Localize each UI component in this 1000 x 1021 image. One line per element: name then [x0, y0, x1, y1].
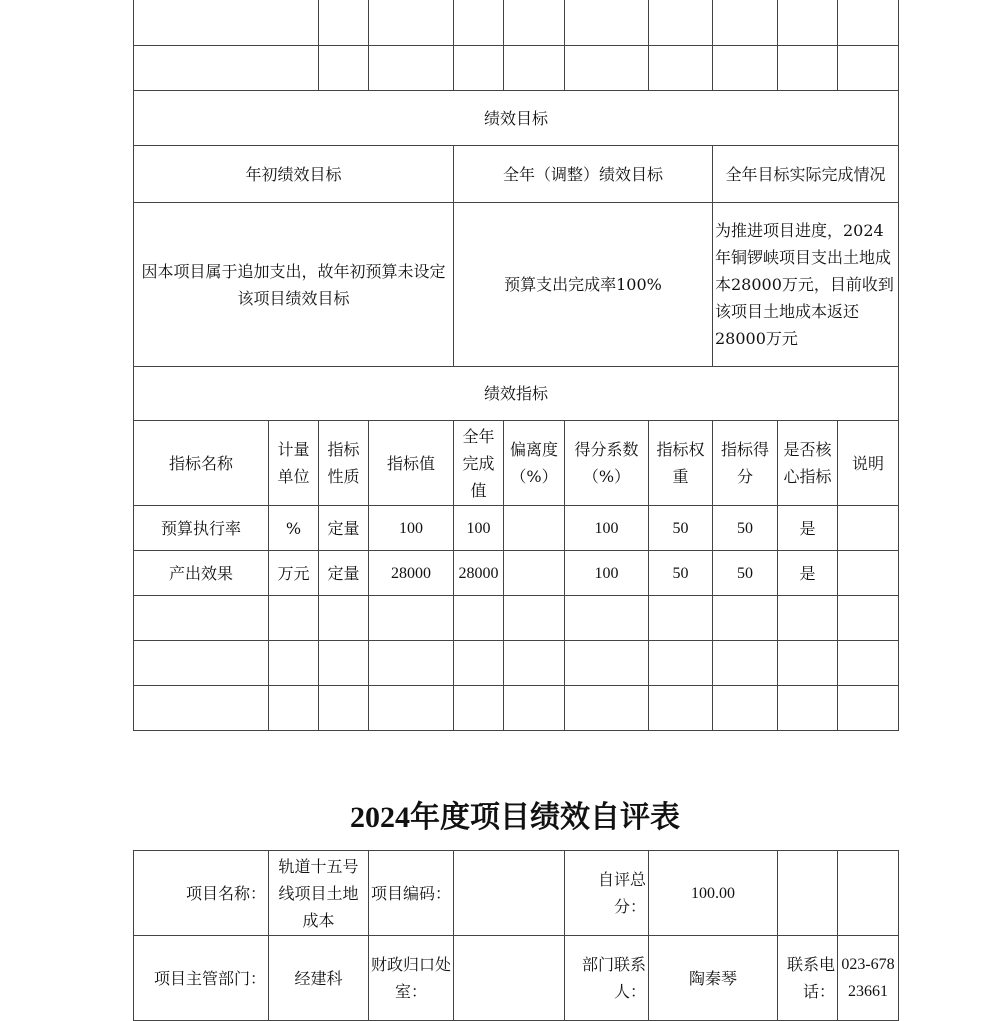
cell: %	[269, 506, 319, 551]
cell	[838, 551, 899, 596]
cell: 100	[565, 506, 649, 551]
col-header: 指标性质	[319, 421, 369, 506]
col-header: 计量单位	[269, 421, 319, 506]
page-title: 2024年度项目绩效自评表	[350, 801, 680, 834]
project-code	[454, 851, 565, 936]
project-code-label: 项目编码：	[369, 851, 454, 936]
cell: 50	[713, 506, 778, 551]
cell: 100	[369, 506, 454, 551]
cell	[504, 506, 565, 551]
empty-row	[134, 596, 899, 641]
header-actual-completion: 全年目标实际完成情况	[713, 146, 899, 203]
cell: 产出效果	[134, 551, 269, 596]
col-header: 指标权重	[649, 421, 713, 506]
cell: 定量	[319, 551, 369, 596]
header-adjusted-target: 全年（调整）绩效目标	[454, 146, 713, 203]
cell: 100	[454, 506, 504, 551]
col-header: 得分系数（%）	[565, 421, 649, 506]
contact: 陶秦琴	[649, 936, 778, 1021]
cell: 50	[649, 551, 713, 596]
empty-row	[134, 641, 899, 686]
header-initial-target: 年初绩效目标	[134, 146, 454, 203]
col-header: 说明	[838, 421, 899, 506]
finance	[454, 936, 565, 1021]
empty-row	[134, 686, 899, 731]
col-header: 指标得分	[713, 421, 778, 506]
project-name: 轨道十五号线项目土地成本	[269, 851, 369, 936]
self-score: 100.00	[649, 851, 778, 936]
cell: 是	[778, 506, 838, 551]
actual-completion-text: 为推进项目进度，2024年铜锣峡项目支出土地成本28000万元，目前收到该项目土地成本返还28000万元	[713, 203, 899, 367]
section-performance-targets: 绩效目标	[134, 91, 899, 146]
col-header: 是否核心指标	[778, 421, 838, 506]
cell: 100	[565, 551, 649, 596]
contact-label: 部门联系人：	[565, 936, 649, 1021]
table-row	[134, 506, 899, 551]
cell: 预算执行率	[134, 506, 269, 551]
empty-row	[134, 0, 899, 46]
col-header: 指标值	[369, 421, 454, 506]
cell: 是	[778, 551, 838, 596]
cell: 定量	[319, 506, 369, 551]
empty-row	[134, 46, 899, 91]
col-header: 全年完成值	[454, 421, 504, 506]
phone-label: 联系电话：	[778, 936, 838, 1021]
cell: 万元	[269, 551, 319, 596]
dept-label: 项目主管部门：	[134, 936, 269, 1021]
table-row	[134, 551, 899, 596]
dept: 经建科	[269, 936, 369, 1021]
finance-label: 财政归口处室：	[369, 936, 454, 1021]
adjusted-target-text: 预算支出完成率100%	[454, 203, 713, 367]
section-performance-indicators: 绩效指标	[134, 367, 899, 421]
indicator-header-row	[134, 421, 899, 506]
project-info-table	[133, 850, 899, 1021]
initial-target-text: 因本项目属于追加支出，故年初预算未设定该项目绩效目标	[134, 203, 454, 367]
self-score-label: 自评总分：	[565, 851, 649, 936]
cell: 28000	[369, 551, 454, 596]
cell	[504, 551, 565, 596]
col-header: 偏离度（%）	[504, 421, 565, 506]
cell	[838, 506, 899, 551]
phone: 023-67823661	[838, 936, 899, 1021]
cell: 50	[649, 506, 713, 551]
col-header: 指标名称	[134, 421, 269, 506]
performance-table	[133, 0, 899, 731]
cell: 50	[713, 551, 778, 596]
cell: 28000	[454, 551, 504, 596]
project-name-label: 项目名称：	[134, 851, 269, 936]
